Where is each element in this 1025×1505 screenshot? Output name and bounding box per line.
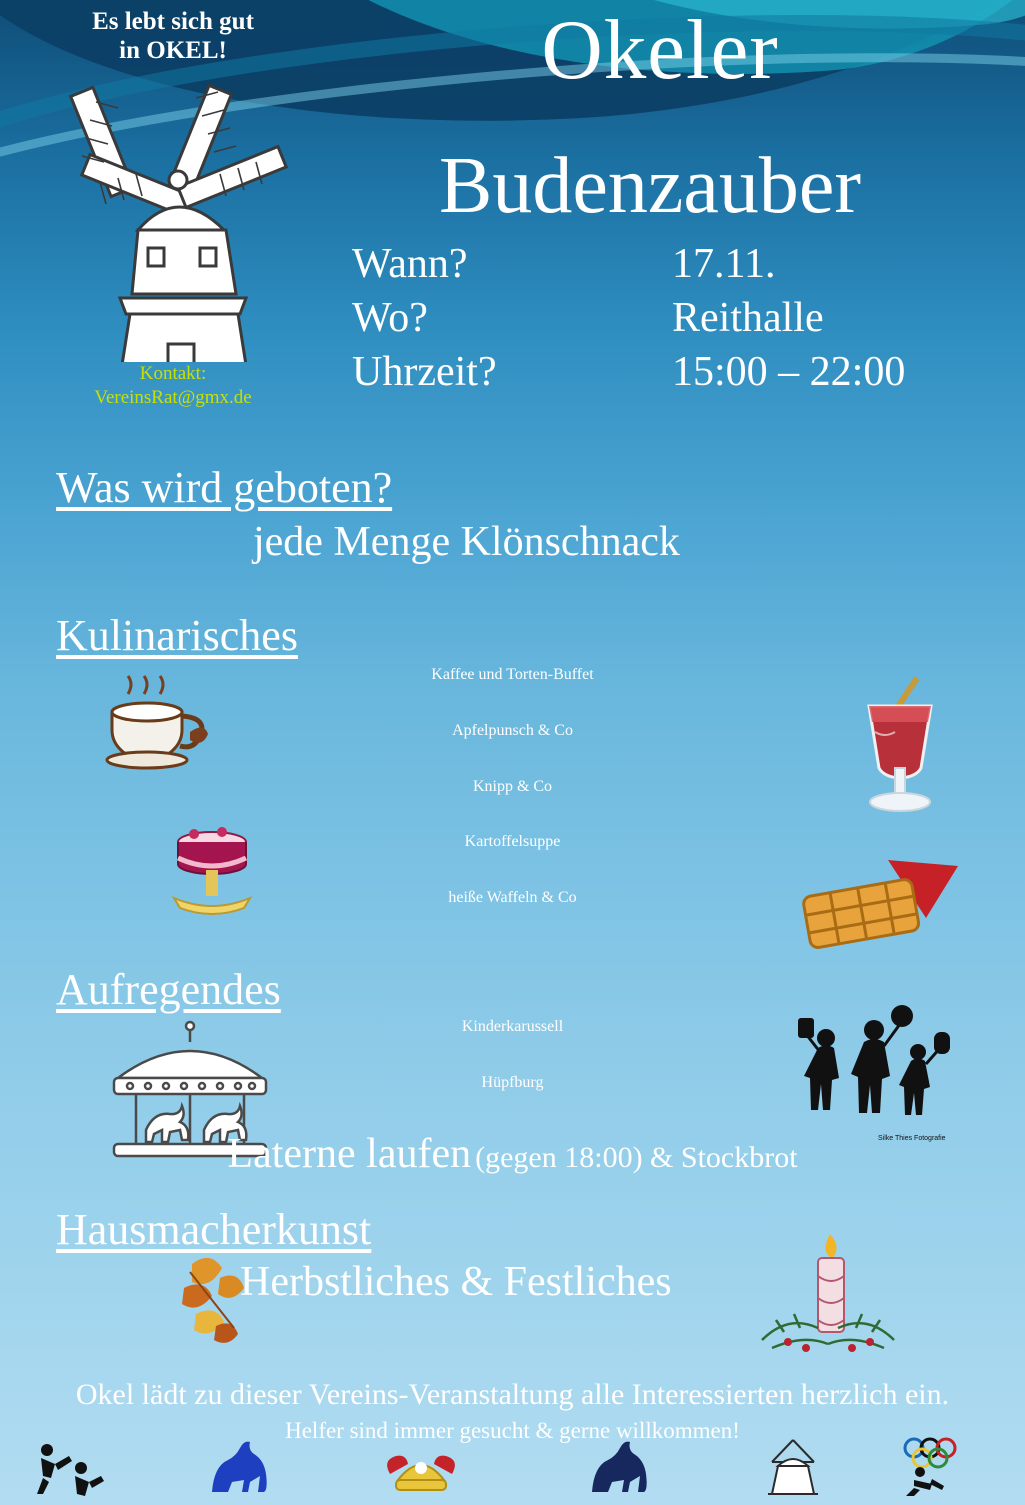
section-heading-kulinarisches: Kulinarisches <box>56 611 298 660</box>
kulinarisches-item-4: Kartoffelsuppe <box>464 833 561 850</box>
contact-label: Kontakt: <box>139 363 207 384</box>
laterne-main: Laterne laufen <box>227 1131 472 1177</box>
punch-glass-icon <box>845 672 955 837</box>
contact-block <box>38 362 308 410</box>
cake-icon <box>152 812 272 927</box>
page-title-line-1: Okeler <box>541 3 779 97</box>
event-facts <box>352 238 905 399</box>
slogan-line-1: Es lebt sich gut <box>92 8 254 35</box>
horse-dark-icon <box>576 1438 666 1503</box>
hausmacherkunst-item-1: Herbstliches & Festliches <box>240 1259 672 1305</box>
footer-invitation: Okel lädt zu dieser Vereins-Veranstaltung alle Interessierten herzlich ein. <box>75 1378 950 1411</box>
section-heading-hausmacherkunst: Hausmacherkunst <box>56 1205 372 1254</box>
fact-row <box>352 292 905 346</box>
fact-row <box>352 346 905 400</box>
olympics-athlete-icon <box>880 1436 970 1503</box>
kulinarisches-item-3: Knipp & Co <box>472 778 553 795</box>
fact-row <box>352 238 905 292</box>
fact-question: Wo? <box>352 294 428 341</box>
section-heading-aufregendes: Aufregendes <box>56 965 281 1014</box>
section-item-kloenschnack: jede Menge Klönschnack <box>253 519 680 565</box>
laterne-suffix: (gegen 18:00) & Stockbrot <box>475 1141 798 1174</box>
footer-icon-row <box>0 1440 1025 1505</box>
aufregendes-item-1: Kinderkarussell <box>461 1018 564 1035</box>
kulinarisches-item-1: Kaffee und Torten-Buffet <box>431 666 594 683</box>
slogan-line-2: in OKEL! <box>119 36 227 64</box>
horse-blue-icon <box>196 1438 286 1503</box>
waffle-icon <box>800 852 980 967</box>
windmill-logo-icon <box>60 62 300 362</box>
gymnastics-icon <box>22 1438 112 1503</box>
contact-email[interactable]: VereinsRat@gmx.de <box>94 386 252 408</box>
fact-answer: 15:00 – 22:00 <box>672 348 906 395</box>
aufregendes-item-2: Hüpfburg <box>481 1074 544 1091</box>
aufregendes-item-3 <box>0 1130 1025 1178</box>
fact-question: Wann? <box>352 241 468 287</box>
fact-question: Uhrzeit? <box>352 348 497 395</box>
fact-answer: Reithalle <box>672 294 824 341</box>
fact-answer: 17.11. <box>672 241 776 287</box>
slogan <box>48 8 298 66</box>
footer-helpers: Helfer sind immer gesucht & gerne willkommen! <box>285 1418 740 1443</box>
candle-wreath-icon <box>748 1228 908 1373</box>
windmill-icon <box>748 1436 838 1503</box>
kulinarisches-item-5: heiße Waffeln & Co <box>448 889 577 906</box>
page-title-line-2: Budenzauber <box>438 142 862 230</box>
svg-text:Silke Thies Fotografie: Silke Thies Fotografie <box>878 1135 946 1142</box>
section-heading-angebot: Was wird geboten? <box>56 463 393 512</box>
carnival-helmet-icon <box>376 1438 466 1503</box>
kulinarisches-item-2: Apfelpunsch & Co <box>452 722 573 739</box>
